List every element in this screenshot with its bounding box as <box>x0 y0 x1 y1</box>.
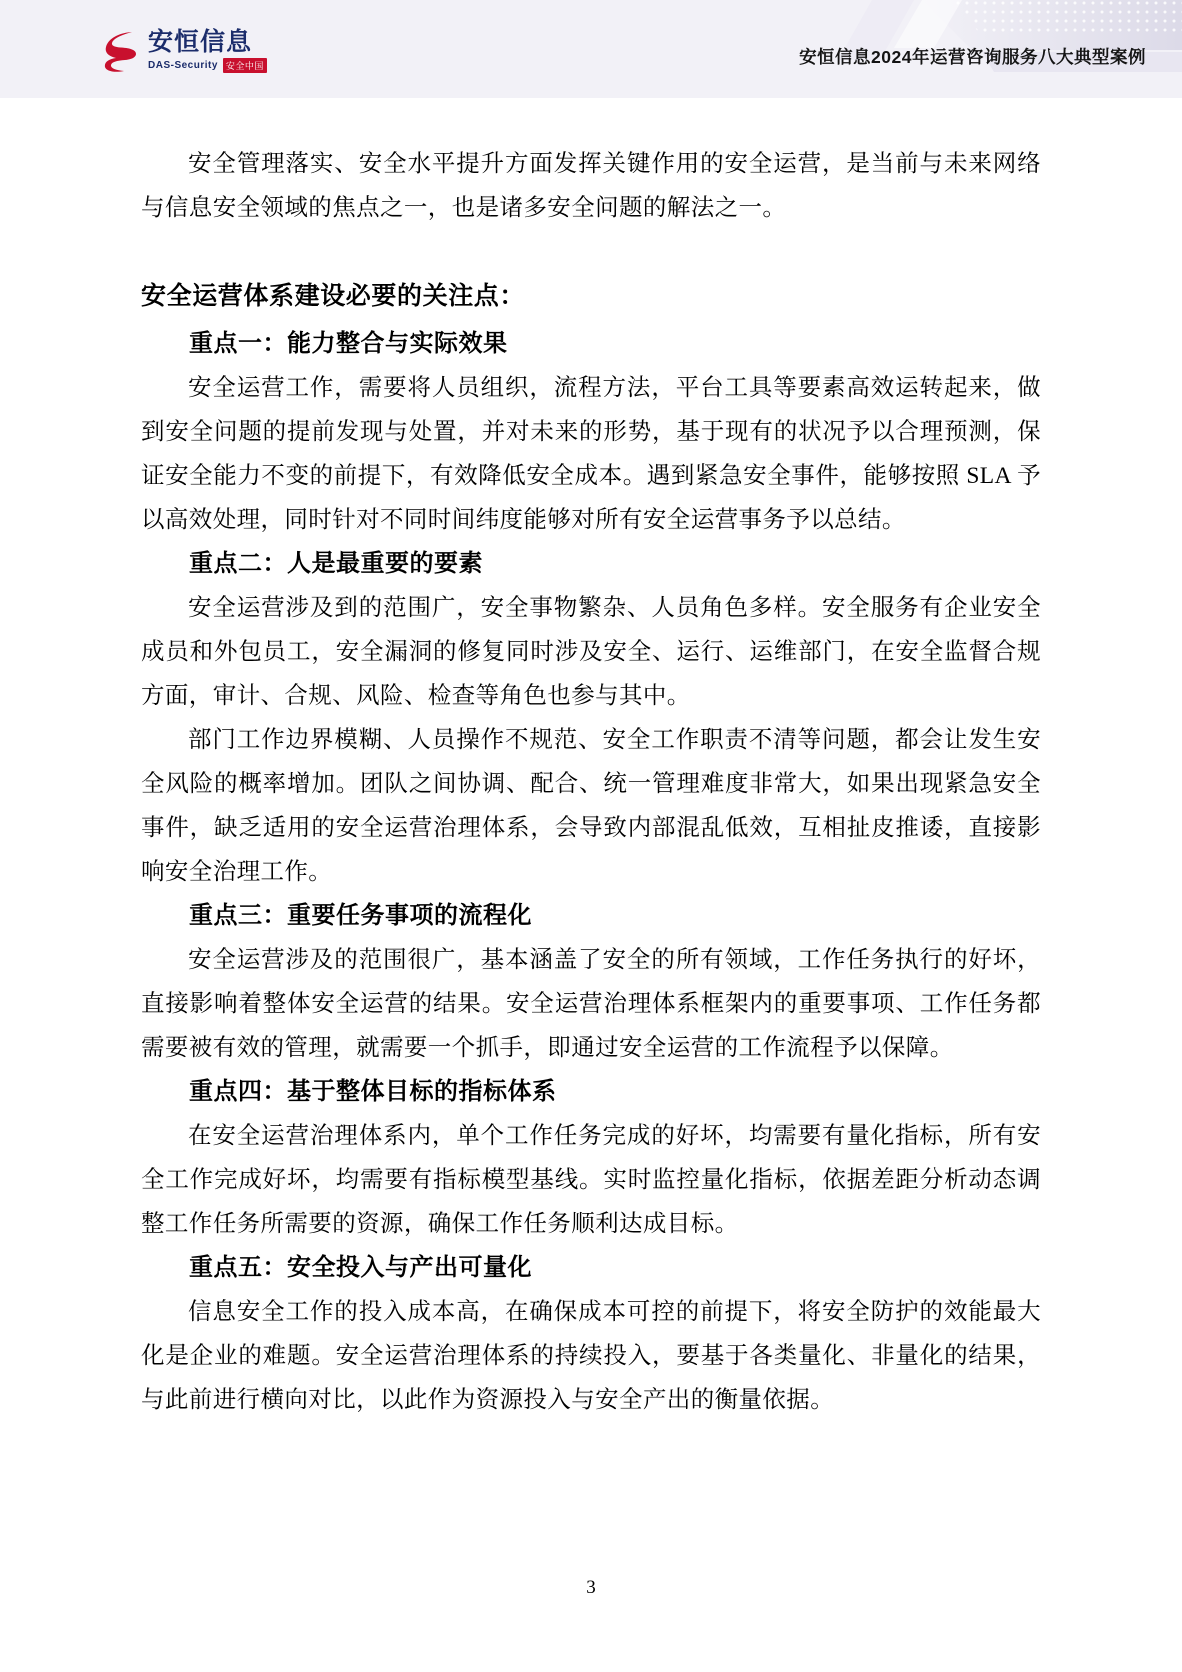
page-number: 3 <box>586 1577 596 1598</box>
point-paragraph-3-1: 安全运营涉及的范围很广，基本涵盖了安全的所有领域，工作任务执行的好坏，直接影响着整体安全运营的结果。安全运营治理体系框架内的重要事项、工作任务都需要被有效的管理，就需要一个抓手，即通过安全运营的工作流程予以保障。 <box>141 947 1041 1061</box>
point-title-1: 重点一：能力整合与实际效果 <box>189 331 508 357</box>
logo-slogan: 安全中国 <box>223 58 267 73</box>
logo-text <box>148 28 267 74</box>
point-paragraph-2-1: 安全运营涉及到的范围广，安全事物繁杂、人员角色多样。安全服务有企业安全成员和外包员工，安全漏洞的修复同时涉及安全、运行、运维部门，在安全监督合规方面，审计、合规、风险、检查等角色也参与其中。 <box>141 595 1041 709</box>
point-paragraph-2-2: 部门工作边界模糊、人员操作不规范、安全工作职责不清等问题，都会让发生安全风险的概率增加。团队之间协调、配合、统一管理难度非常大，如果出现紧急安全事件，缺乏适用的安全运营治理体系，会导致内部混乱低效，互相扯皮推诿，直接影响安全治理工作。 <box>141 727 1041 885</box>
point-title-2: 重点二：人是最重要的要素 <box>189 551 483 577</box>
point-paragraph-4-1: 在安全运营治理体系内，单个工作任务完成的好坏，均需要有量化指标，所有安全工作完成好坏，均需要有指标模型基线。实时监控量化指标，依据差距分析动态调整工作任务所需要的资源，确保工作任务顺利达成目标。 <box>141 1123 1041 1237</box>
logo-company-name-cn: 安恒信息 <box>148 28 253 56</box>
logo-company-name-en: DAS-Security <box>148 60 218 71</box>
page-header <box>0 0 1182 98</box>
point-paragraph-5-1: 信息安全工作的投入成本高，在确保成本可控的前提下，将安全防护的效能最大化是企业的难题。安全运营治理体系的持续投入，要基于各类量化、非量化的结果，与此前进行横向对比，以此作为资源投入与安全产出的衡量依据。 <box>141 1299 1041 1413</box>
point-title-3: 重点三：重要任务事项的流程化 <box>189 903 532 929</box>
point-title-5: 重点五：安全投入与产出可量化 <box>189 1255 532 1281</box>
point-paragraph-1-1: 安全运营工作，需要将人员组织，流程方法，平台工具等要素高效运转起来，做到安全问题的提前发现与处置，并对未来的形势，基于现有的状况予以合理预测，保证安全能力不变的前提下，有效降低安全成本。遇到紧急安全事件，能够按照 SLA 予以高效处理，同时针对不同时间纬度能够对所有安全运营事务予以总结。 <box>141 375 1041 533</box>
header-title: 安恒信息2024年运营咨询服务八大典型案例 <box>799 47 1146 67</box>
intro-paragraph: 安全管理落实、安全水平提升方面发挥关键作用的安全运营，是当前与未来网络与信息安全领域的焦点之一，也是诸多安全问题的解法之一。 <box>141 151 1041 221</box>
page-content <box>0 98 1182 1422</box>
section-title: 安全运营体系建设必要的关注点： <box>141 283 526 310</box>
point-title-4: 重点四：基于整体目标的指标体系 <box>189 1079 557 1105</box>
logo-mark-icon <box>96 28 142 74</box>
company-logo <box>96 27 267 75</box>
